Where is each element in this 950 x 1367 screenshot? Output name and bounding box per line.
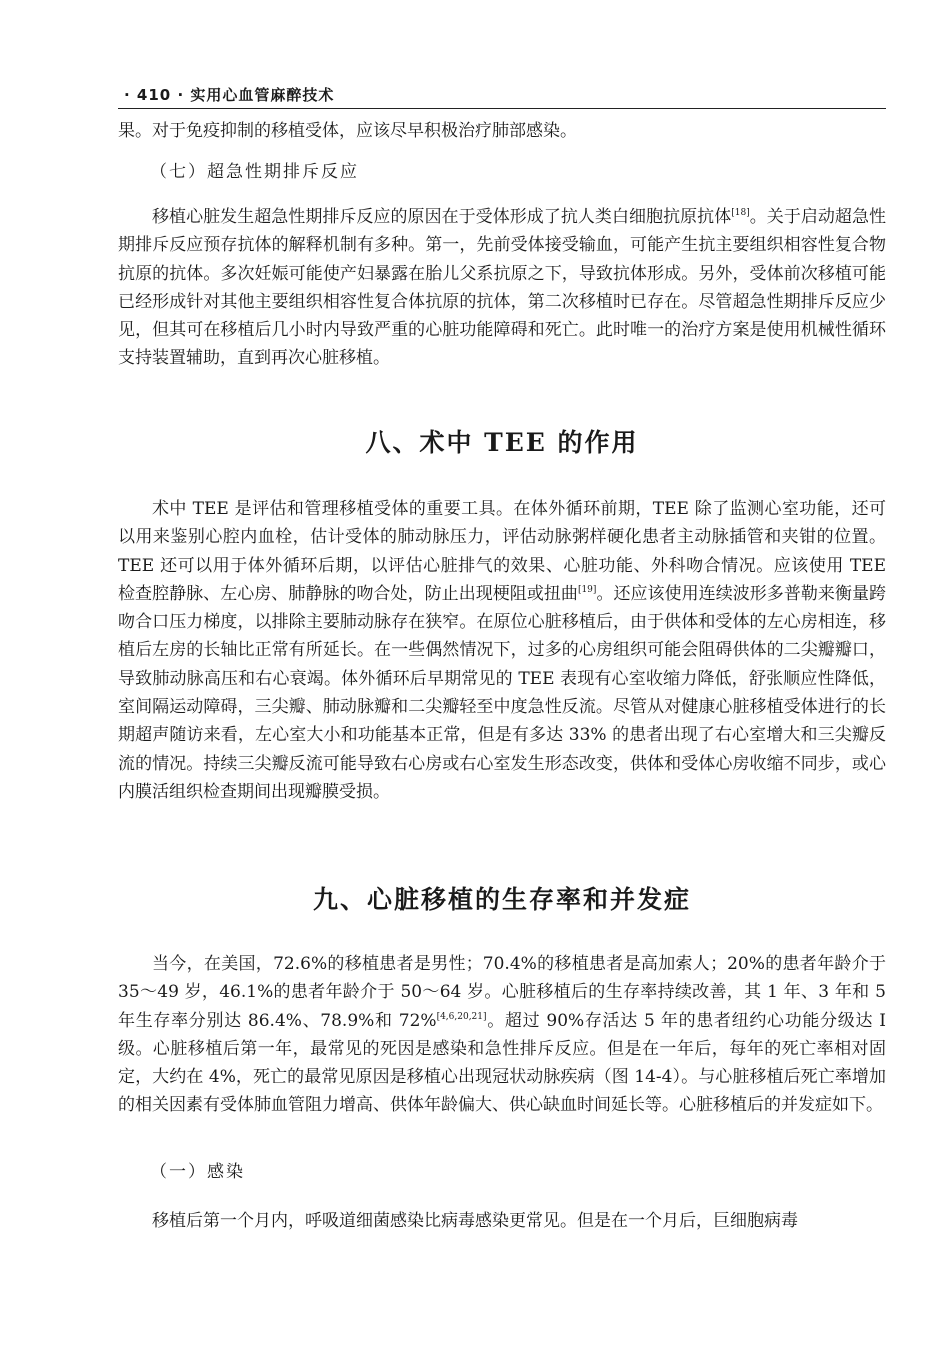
citation-ref: [19] <box>577 584 597 595</box>
paragraph-text-continued: 。还应该使用连续波形多普勒来衡量跨吻合口压力梯度，以排除主要肺动脉存在狭窄。在原位心脏移植后，由于供体和受体的左心房相连，移植后左房的长轴比正常有所延长。在一些偶然情况下，过多的心房组织可能会阻碍供体的二尖瓣瓣口，导致肺动脉高压和右心衰竭。体外循环后早期常见的 TEE 表现有心室收缩力降低，舒张顺应性降低，室间隔运动障碍，三尖瓣、肺动脉瓣和二尖瓣轻至中度急性反流。尽管从对健康心脏移植受体进行的长期超声随访来看，左心室大小和功能基本正常，但是有多达 33% 的患者出现了右心室增大和三尖瓣反流的情况。持续三尖瓣反流可能导致右心房或右心室发生形态改变，供体和受体心房收缩不同步，或心内膜活组织检查期间出现瓣膜受损。 <box>118 583 887 802</box>
citation-ref: [18] <box>731 208 750 218</box>
section-heading-9: 九、心脏移植的生存率和并发症 <box>312 885 691 914</box>
paragraph-infection: 移植后第一个月内，呼吸道细菌感染比病毒感染更常见。但是在一个月后，巨细胞病毒 <box>152 1211 798 1231</box>
citation-ref: [4,6,20,21] <box>436 1011 487 1022</box>
running-header <box>118 80 886 112</box>
paragraph-continued: 果。对于免疫抑制的移植受体，应该尽早积极治疗肺部感染。 <box>118 121 577 141</box>
paragraph-hyperacute-rejection <box>118 203 886 373</box>
paragraph-text-continued: 。超过 90%存活达 5 年的患者纽约心功能分级达 I 级。心脏移植后第一年，最常见的死因是感染和急性排斥反应。但是在一年后，每年的死亡率相对固定，大约在 4%，死亡的最常见原因是移植心出现冠状动脉疾病（图 14-4）。与心脏移植后死亡率增加的相关因素有受体肺血管阻力增高、供体年龄偏大、供心缺血时间延长等。心脏移植后的并发症如下。 <box>118 1010 886 1116</box>
section-heading-8: 八、术中 TEE 的作用 <box>365 428 639 457</box>
paragraph-survival <box>118 950 886 1120</box>
header-rule <box>118 108 886 109</box>
subsection-title-7: （七）超急性期排斥反应 <box>150 162 359 182</box>
paragraph-intraop-tee <box>118 495 886 806</box>
paragraph-text-continued: 。关于启动超急性期排斥反应预存抗体的解释机制有多种。第一，先前受体接受输血，可能产生抗主要组织相容性复合物抗原的抗体。多次妊娠可能使产妇暴露在胎儿父系抗原之下，导致抗体形成。另外，受体前次移植可能已经形成针对其他主要组织相容性复合体抗原的抗体，第二次移植时已存在。尽管超急性期排斥反应少见，但其可在移植后几小时内导致严重的心脏功能障碍和死亡。此时唯一的治疗方案是使用机械性循环支持装置辅助，直到再次心脏移植。 <box>118 207 887 369</box>
header-text: · 410 · 实用心血管麻醉技术 <box>124 86 335 104</box>
paragraph-text: 移植心脏发生超急性期排斥反应的原因在于受体形成了抗人类白细胞抗原抗体 <box>152 207 732 227</box>
paragraph-text: 当今，在美国，72.6%的移植患者是男性；70.4%的移植患者是高加索人；20%的患者年龄介于 35～49 岁，46.1%的患者年龄介于 50～64 岁。心脏移植后的生存率持续改善，其 1 年、3 年和 5 年生存率分别达 86.4%、78.9%和 72% <box>118 954 886 1031</box>
paragraph-text: 术中 TEE 是评估和管理移植受体的重要工具。在体外循环前期，TEE 除了监测心室功能，还可以用来鉴别心腔内血栓，估计受体的肺动脉压力，评估动脉粥样硬化患者主动脉插管和夹钳的位置。TEE 还可以用于体外循环后期，以评估心脏排气的效果、心脏功能、外科吻合情况。应该使用 TEE 检查腔静脉、左心房、肺静脉的吻合处，防止出现梗阻或扭曲 <box>118 499 886 604</box>
subsection-title-1: （一）感染 <box>150 1162 245 1182</box>
